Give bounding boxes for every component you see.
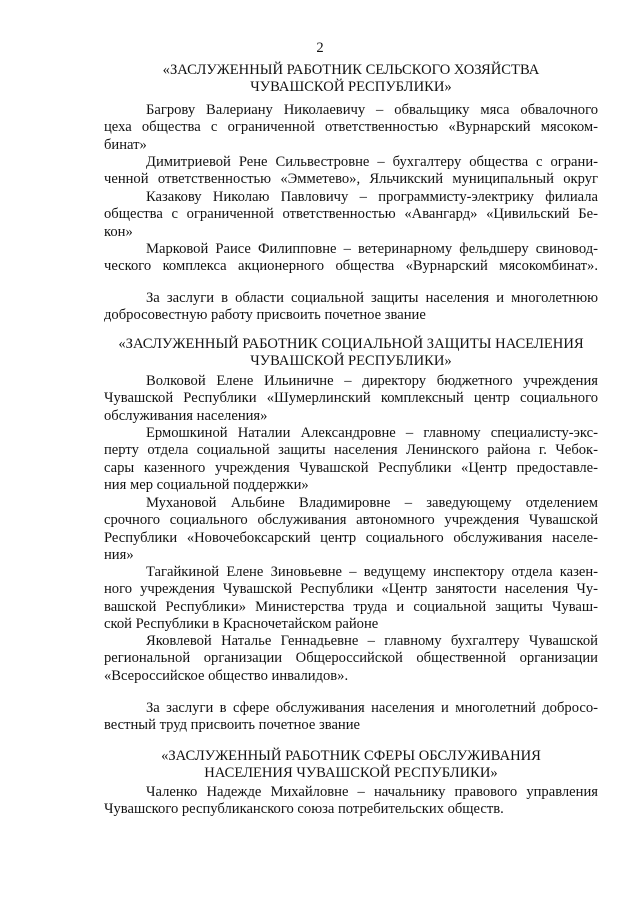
heading-line: «ЗАСЛУЖЕННЫЙ РАБОТНИК СОЦИАЛЬНОЙ ЗАЩИТЫ НАСЕЛЕНИЯ [118, 336, 584, 352]
heading-line: ЧУВАШСКОЙ РЕСПУБЛИКИ» [250, 79, 452, 96]
award-entry [104, 373, 598, 425]
entry-line: вашской Республики» Министерства труда и социальной защиты Чуваш- [104, 598, 598, 615]
entry-line: «Всероссийское общество инвалидов». [104, 667, 349, 684]
entry-line: сары казенного учреждения Чувашской Республики «Центр предоставле- [104, 459, 598, 476]
entry-line: ния» [104, 547, 134, 564]
award-entry [104, 241, 598, 276]
entry-line: Ермошкиной Наталии Александровне – главному специалисту-экс- [146, 425, 598, 441]
award-heading [104, 336, 598, 371]
entry-line: Казакову Николаю Павловичу – программисту-электрику филиала [146, 189, 598, 205]
entry-line: ния мер социальной поддержки» [104, 477, 309, 494]
award-entry [104, 495, 598, 565]
entry-line: Багрову Валериану Николаевичу – обвальщику мяса обвалочного [146, 102, 598, 118]
heading-line: «ЗАСЛУЖЕННЫЙ РАБОТНИК СФЕРЫ ОБСЛУЖИВАНИЯ [161, 748, 541, 764]
heading-line: ЧУВАШСКОЙ РЕСПУБЛИКИ» [250, 353, 452, 370]
entry-line: Чувашской Республики «Шумерлинский комплексный центр социального [104, 390, 598, 407]
award-entry [104, 564, 598, 634]
award-heading [104, 62, 598, 97]
intro-line: За заслуги в сфере обслуживания населения и многолетний добросо- [146, 700, 598, 716]
entry-line: Яковлевой Наталье Геннадьевне – главному бухгалтеру Чувашской [146, 633, 598, 649]
entry-line: общества с ограниченной ответственностью «Авангард» «Цивильский Бе- [104, 206, 598, 223]
entry-line: Мухановой Альбине Владимировне – заведующему отделением [146, 495, 598, 511]
entry-line: ческого комплекса акционерного общества «Вурнарский мясокомбинат». [104, 258, 598, 275]
entry-line: Чувашского республиканского союза потребительских обществ. [104, 801, 504, 818]
entry-line: ченной ответственностью «Эмметево», Яльчикский муниципальный округ [104, 171, 598, 188]
entry-line: обслуживания населения» [104, 407, 268, 424]
heading-line: «ЗАСЛУЖЕННЫЙ РАБОТНИК СЕЛЬСКОГО ХОЗЯЙСТВА [162, 62, 540, 78]
award-entry [104, 189, 598, 241]
award-entry [104, 784, 598, 819]
entry-line: ного учреждения Чувашской Республики «Центр занятости населения Чу- [104, 581, 598, 598]
entry-line: региональной организации Общероссийской общественной организации [104, 650, 598, 667]
award-entry [104, 102, 598, 154]
intro-line: добросовестную работу присвоить почетное звание [104, 307, 426, 324]
entry-line: срочного социального обслуживания автономного учреждения Чувашской [104, 512, 598, 529]
entry-line: цеха общества с ограниченной ответственностью «Вурнарский мясоком- [104, 119, 598, 136]
award-entry [104, 633, 598, 685]
entry-line: кон» [104, 223, 133, 240]
award-entry [104, 425, 598, 495]
page-number: 2 [316, 40, 324, 56]
entry-line: ской Республики в Красночетайском районе [104, 616, 379, 633]
heading-line: НАСЕЛЕНИЯ ЧУВАШСКОЙ РЕСПУБЛИКИ» [204, 765, 498, 782]
entry-line: Димитриевой Рене Сильвестровне – бухгалтеру общества с ограни- [146, 154, 598, 170]
award-heading [104, 748, 598, 783]
entry-line: Республики «Новочебоксарский центр социального обслуживания населе- [104, 529, 598, 546]
intro-line: За заслуги в области социальной защиты населения и многолетнюю [146, 290, 598, 306]
award-intro [104, 290, 598, 325]
entry-line: перту отдела социальной защиты населения Ленинского района г. Чебок- [104, 442, 598, 459]
entry-line: Чаленко Надежде Михайловне – начальнику правового управления [146, 784, 598, 800]
award-intro [104, 700, 598, 735]
entry-line: Тагайкиной Елене Зиновьевне – ведущему инспектору отдела казен- [146, 564, 598, 580]
entry-line: Марковой Раисе Филипповне – ветеринарному фельдшеру свиновод- [146, 241, 598, 257]
award-entry [104, 154, 598, 189]
entry-line: бинат» [104, 136, 147, 153]
intro-line: вестный труд присвоить почетное звание [104, 717, 361, 734]
entry-line: Волковой Елене Ильиничне – директору бюджетного учреждения [146, 373, 598, 389]
